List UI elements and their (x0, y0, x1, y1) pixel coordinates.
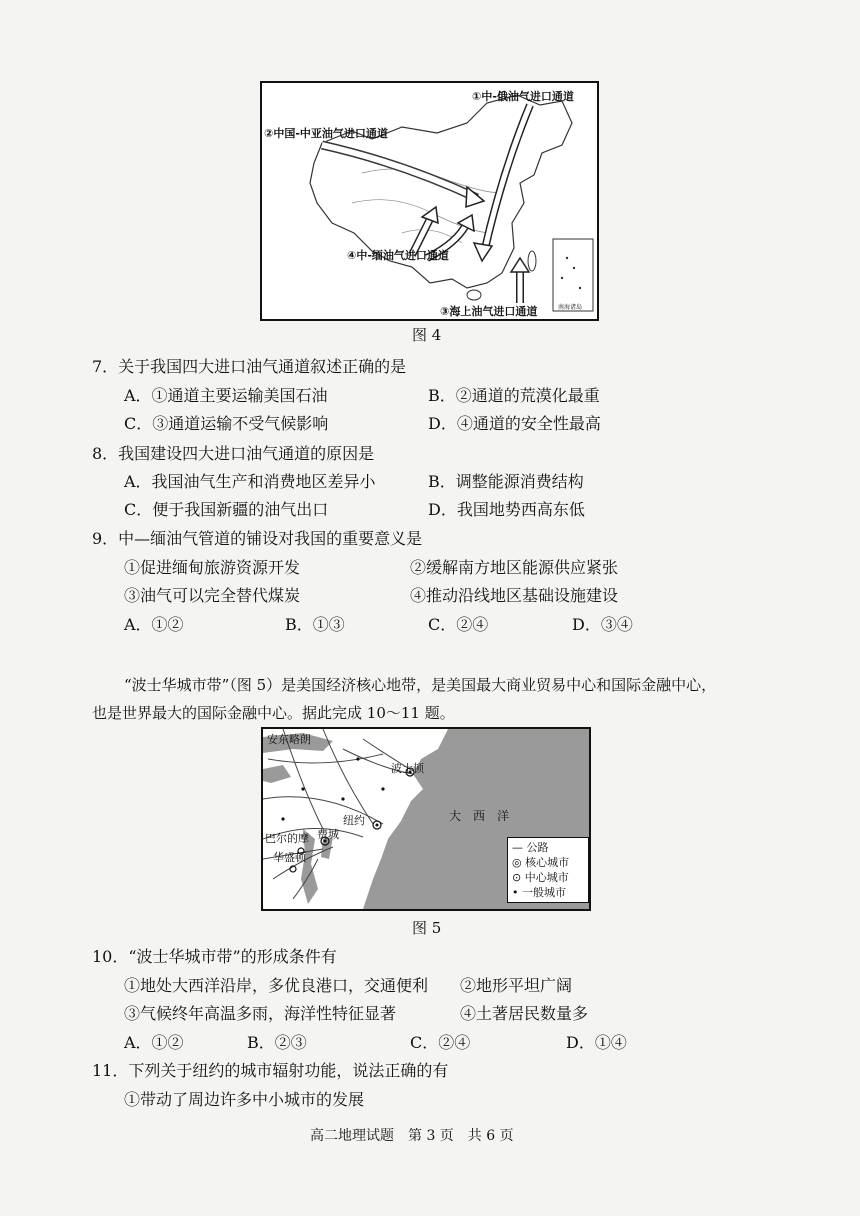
q9-option-c: C．②④ (428, 615, 489, 634)
legend-center-city: ⊙ 中心城市 (512, 871, 569, 884)
q7-option-a: A．①通道主要运输美国石油 (124, 386, 328, 405)
q9-stem: 9．中—缅油气管道的铺设对我国的重要意义是 (92, 529, 423, 548)
q10-option-b: B．②③ (247, 1033, 307, 1052)
q8-stem: 8．我国建设四大进口油气通道的原因是 (92, 444, 375, 463)
legend-general-city: • 一般城市 (512, 886, 566, 899)
q9-statement-1: ①促进缅甸旅游资源开发 (124, 558, 301, 577)
figure-5-map (261, 727, 591, 911)
philadelphia-label: 费城 (317, 828, 339, 841)
q9-option-b: B．①③ (285, 615, 345, 634)
page-footer: 高二地理试题 第 3 页 共 6 页 (310, 1128, 514, 1144)
china-map-graphic (262, 83, 597, 319)
q7-stem: 7．关于我国四大进口油气通道叙述正确的是 (92, 357, 407, 376)
figure-4-map (260, 81, 599, 321)
route2-label: ②中国-中亚油气进口通道 (264, 127, 388, 140)
atlantic-label: 大 西 洋 (449, 809, 510, 823)
q11-stem: 11．下列关于纽约的城市辐射功能，说法正确的有 (92, 1061, 449, 1080)
q9-statement-3: ③油气可以完全替代煤炭 (124, 586, 301, 605)
q9-statement-2: ②缓解南方地区能源供应紧张 (410, 558, 619, 577)
intro-line-2: 也是世界最大的国际金融中心。据此完成 10～11 题。 (92, 704, 455, 722)
q7-option-b: B．②通道的荒漠化最重 (428, 386, 600, 405)
q10-statement-3: ③气候终年高温多雨，海洋性特征显著 (124, 1004, 397, 1023)
q8-option-c: C．便于我国新疆的油气出口 (124, 500, 329, 519)
newyork-label: 纽约 (343, 814, 365, 827)
q10-option-d: D．①④ (566, 1033, 627, 1052)
q10-stem: 10．“波士华城市带”的形成条件有 (92, 947, 337, 966)
q8-option-b: B．调整能源消费结构 (428, 472, 584, 491)
q7-option-d: D．④通道的安全性最高 (428, 414, 601, 433)
q8-option-a: A．我国油气生产和消费地区差异小 (124, 472, 376, 491)
legend-core-city: ◎ 核心城市 (512, 856, 570, 869)
washington-label: 华盛顿 (273, 851, 306, 864)
q9-option-d: D．③④ (572, 615, 633, 634)
q11-statement-1: ①带动了周边许多中小城市的发展 (124, 1090, 365, 1109)
andongluolang-label: 安东略朗 (267, 733, 311, 746)
q10-statement-2: ②地形平坦广阔 (460, 976, 573, 995)
intro-line-1: “波士华城市带”（图 5）是美国经济核心地带，是美国最大商业贸易中心和国际金融中心， (124, 676, 717, 694)
q9-statement-4: ④推动沿线地区基础设施建设 (410, 586, 619, 605)
q10-option-c: C．②④ (410, 1033, 471, 1052)
q10-statement-4: ④土著居民数量多 (460, 1004, 589, 1023)
route1-label: ①中-俄油气进口通道 (472, 90, 574, 103)
q10-statement-1: ①地处大西洋沿岸，多优良港口，交通便利 (124, 976, 429, 995)
q7-option-c: C．③通道运输不受气候影响 (124, 414, 329, 433)
baltimore-label: 巴尔的摩 (265, 832, 309, 845)
boston-label: 波士顿 (391, 762, 424, 775)
q9-option-a: A．①② (124, 615, 184, 634)
route4-label: ④中-缅油气进口通道 (347, 249, 449, 262)
route3-label: ③海上油气进口通道 (440, 305, 538, 318)
figure-5-caption: 图 5 (412, 919, 442, 937)
inset-label: 南海诸岛 (558, 304, 583, 311)
figure-4-caption: 图 4 (412, 326, 442, 344)
q8-option-d: D．我国地势西高东低 (428, 500, 585, 519)
q10-option-a: A．①② (124, 1033, 184, 1052)
legend-road: — 公路 (512, 841, 549, 854)
figure-5-legend (507, 837, 589, 903)
